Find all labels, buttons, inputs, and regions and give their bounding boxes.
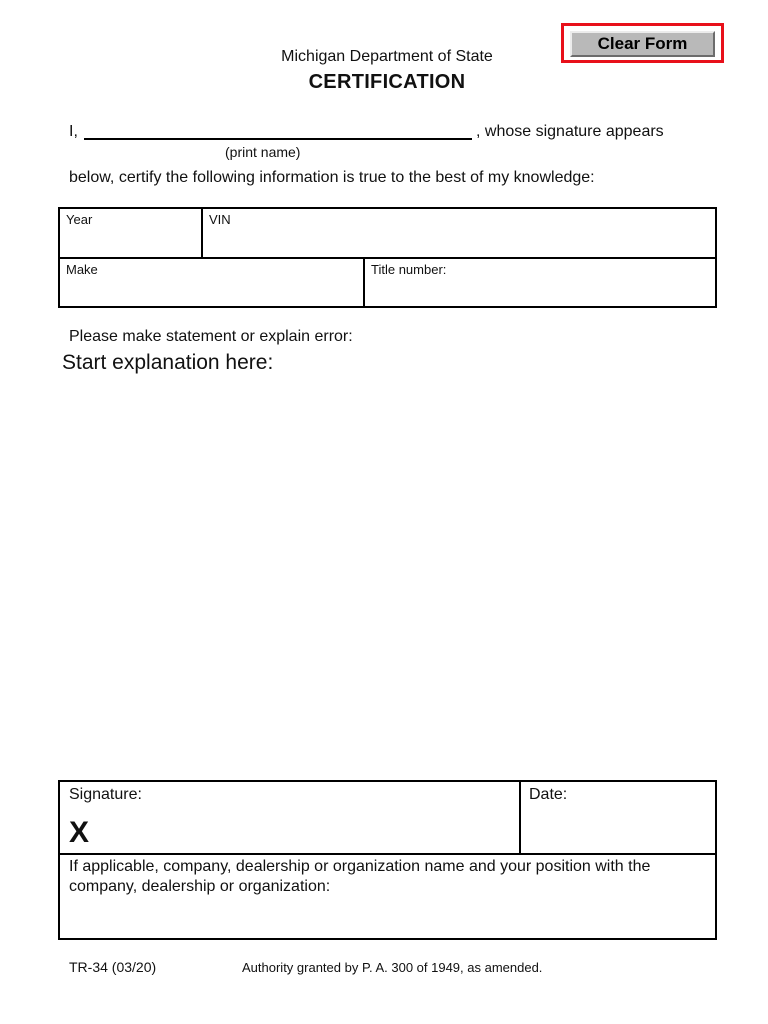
signature-area[interactable]	[100, 812, 510, 850]
signature-date-divider	[519, 782, 521, 854]
certify-statement: below, certify the following information is true to the best of my knowledge:	[69, 169, 595, 186]
title-number-field[interactable]	[371, 281, 709, 301]
signature-label: Signature:	[69, 786, 142, 803]
company-label: If applicable, company, dealership or organization name and your position with the company, dealership or organization:	[69, 858, 651, 895]
make-title-divider	[363, 258, 365, 308]
company-field[interactable]	[69, 902, 709, 930]
signature-x-mark: X	[69, 816, 90, 849]
clear-form-button[interactable]: Clear Form	[570, 31, 715, 57]
date-field[interactable]	[529, 812, 709, 842]
make-field[interactable]	[66, 281, 356, 301]
statement-prefix: I,	[69, 123, 78, 140]
date-label: Date:	[529, 786, 568, 803]
title-number-label: Title number:	[371, 262, 447, 277]
signature-table	[58, 780, 717, 940]
print-name-input[interactable]	[84, 120, 472, 140]
vin-field[interactable]	[209, 231, 709, 251]
explanation-label: Please make statement or explain error:	[69, 328, 353, 345]
statement-suffix: , whose signature appears	[476, 123, 664, 140]
explanation-textarea[interactable]	[62, 378, 714, 770]
year-field[interactable]	[66, 231, 194, 251]
agency-name: Michigan Department of State	[281, 48, 493, 65]
form-id: TR-34 (03/20)	[69, 959, 157, 975]
year-vin-divider	[201, 209, 203, 258]
year-label: Year	[66, 212, 93, 227]
row-divider	[60, 257, 715, 259]
authority-text: Authority granted by P. A. 300 of 1949, as amended.	[242, 960, 543, 975]
make-label: Make	[66, 262, 98, 277]
vin-label: VIN	[209, 212, 231, 227]
form-title: CERTIFICATION	[308, 71, 466, 93]
explanation-start-text: Start explanation here:	[62, 351, 274, 374]
vehicle-info-table	[58, 207, 717, 308]
signature-row-divider	[60, 853, 715, 855]
print-name-caption: (print name)	[225, 144, 301, 160]
